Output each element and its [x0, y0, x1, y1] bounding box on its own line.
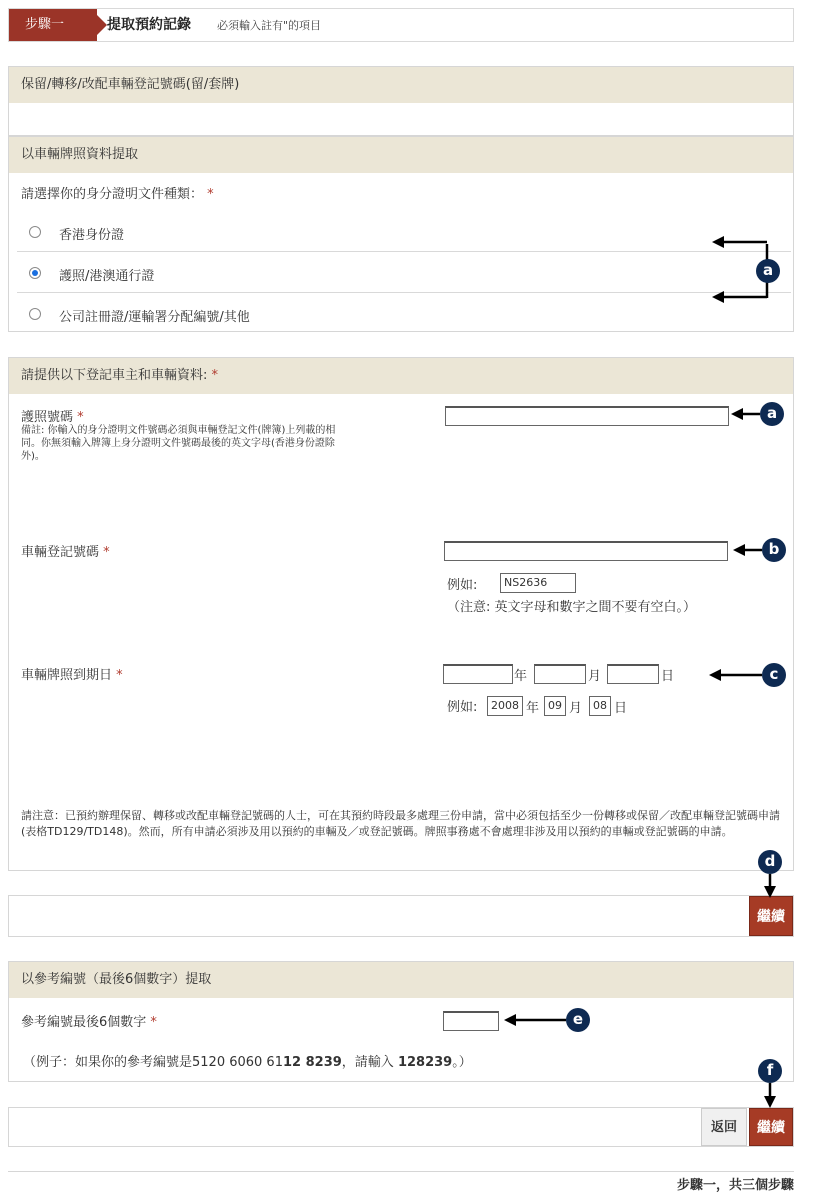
callout-a: a: [756, 259, 780, 283]
month-unit: 月: [588, 669, 602, 684]
example-month-unit: 月: [569, 701, 583, 716]
required-mark: *: [150, 1015, 157, 1030]
appointment-notice: 請注意：已預約辦理保留、轉移或改配車輛登記號碼的人士，可在其預約時段最多處理三份申請，當中必須包括至少一份轉移或保留／改配車輛登記號碼申請(表格TD129/TD148)。然而，所有申請必須涉及用以預約的車輛及／或登記號碼。牌照事務處不會處理非涉及用以預約的車輛或登記號碼的申請。: [21, 809, 780, 838]
passport-note: 備註: 你輸入的身分證明文件號碼必須與車輛登記文件(牌簿)上列載的相同。你無須輸入牌簿上身分證明文件號碼最後的英文字母(香港身份證除外)。: [21, 425, 336, 462]
radio-label-hkid: 香港身份證: [59, 228, 125, 243]
id-type-label: 請選擇你的身分證明文件種類： *: [21, 187, 214, 202]
callout-a2: a: [760, 402, 784, 426]
required-mark: *: [207, 187, 214, 202]
radio-label-passport: 護照/港澳通行證: [59, 269, 155, 284]
arrowhead-a-bottom: [712, 291, 724, 303]
required-note: 必須輸入註有"的項目: [217, 19, 322, 32]
required-mark: *: [116, 668, 123, 683]
required-mark: *: [77, 410, 84, 425]
reference-section-title: 以參考編號（最後6個數字）提取: [9, 962, 793, 998]
registration-example-note: （注意: 英文字母和數字之間不要有空白。）: [447, 600, 697, 615]
arrowhead-c: [709, 669, 721, 681]
expiry-example-month: 09: [544, 696, 566, 716]
continue-button-1[interactable]: 繼續: [749, 896, 793, 936]
registration-label: 車輛登記號碼 *: [21, 545, 110, 560]
required-mark: *: [211, 368, 219, 383]
continue-button-2[interactable]: 繼續: [749, 1108, 793, 1146]
expiry-example-day: 08: [589, 696, 611, 716]
example-day-unit: 日: [614, 701, 628, 716]
expiry-example-prefix: 例如:: [447, 700, 478, 715]
callout-c: c: [762, 663, 786, 687]
owner-section-title: 請提供以下登記車主和車輛資料: *: [9, 358, 793, 394]
callout-b: b: [762, 538, 786, 562]
license-section-title: 以車輛牌照資料提取: [9, 137, 793, 173]
footer-step: 步驟一，共三個步驟: [676, 1178, 794, 1193]
reference-example: （例子：如果你的參考編號是5120 6060 6112 8239，請輸入 128239。）: [23, 1055, 472, 1070]
registration-example-value: NS2636: [500, 573, 576, 593]
callout-e: e: [566, 1008, 590, 1032]
arrowhead-d: [764, 886, 776, 898]
callout-f: f: [758, 1059, 782, 1083]
example-year-unit: 年: [526, 701, 540, 716]
step-badge: 步驟一: [9, 9, 97, 41]
back-button[interactable]: 返回: [701, 1108, 747, 1146]
callout-d: d: [758, 850, 782, 874]
year-unit: 年: [514, 669, 528, 684]
expiry-example-year: 2008: [487, 696, 523, 716]
passport-label: 護照號碼 *: [21, 410, 84, 425]
registration-example-prefix: 例如:: [447, 578, 478, 593]
radio-label-company: 公司註冊證/運輸署分配編號/其他: [59, 310, 250, 325]
arrowhead-f: [764, 1096, 776, 1108]
arrowhead-b: [733, 544, 745, 556]
retain-section-title: 保留/轉移/改配車輛登記號碼(留/套牌): [9, 67, 793, 103]
step-title: 提取預約記錄: [107, 17, 191, 33]
day-unit: 日: [661, 669, 675, 684]
arrowhead-a-top: [712, 236, 724, 248]
required-mark: *: [103, 545, 110, 560]
expiry-label: 車輛牌照到期日 *: [21, 668, 123, 683]
arrowhead-a2: [731, 408, 743, 420]
arrowhead-e: [504, 1014, 516, 1026]
reference-label: 參考編號最後6個數字 *: [21, 1015, 157, 1030]
